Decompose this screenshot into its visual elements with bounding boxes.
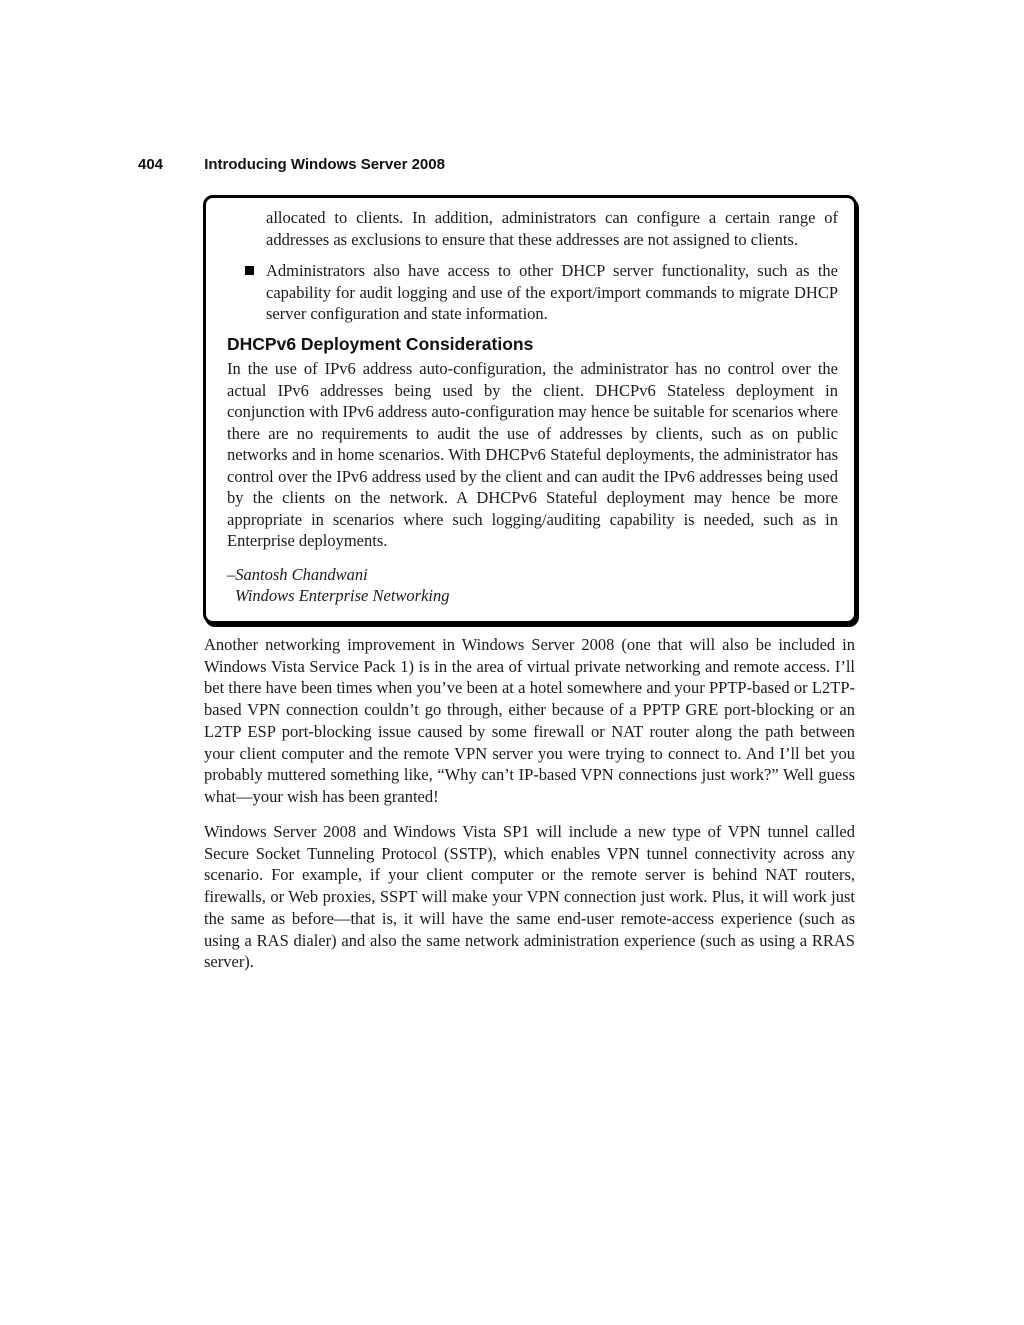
sidebar-heading: DHCPv6 Deployment Considerations <box>227 333 534 354</box>
bullet-list-item <box>245 260 838 325</box>
sidebar-body-paragraph: In the use of IPv6 address auto-configuration, the administrator has no control over the actual IPv6 addresses being used by the client. DHCPv6 Stateless deployment in conjunction with IPv6 address auto-configuration may hence be suitable for scenarios where there are no requirements to audit the use of addresses by clients, such as on public networks and in home scenarios. With DHCPv6 Stateful deployments, the administrator has control over the IPv6 address used by the client and can audit the IPv6 addresses being used by the clients on the network. A DHCPv6 Stateful deployment may hence be more appropriate in scenarios where such logging/auditing capability is needed, such as in Enterprise deployments. <box>227 359 838 550</box>
body-paragraph-1: Another networking improvement in Windows Server 2008 (one that will also be included in Windows Vista Service Pack 1) is in the area of virtual private networking and remote access. I’ll bet there have been times when you’ve been at a hotel somewhere and your PPTP-based or L2TP-based VPN connection couldn’t go through, either because of a PPTP GRE port-blocking or an L2TP ESP port-blocking issue caused by some firewall or NAT router along the path between your client computer and the remote VPN server you were trying to connect to. And I’ll bet you probably muttered something like, “Why can’t IP-based VPN connections just work?” Well guess what—your wish has been granted! <box>204 635 855 806</box>
sidebar-continuation-paragraph: allocated to clients. In addition, administrators can configure a certain range of addresses as exclusions to ensure that these addresses are not assigned to clients. <box>266 208 838 249</box>
attribution-name: –Santosh Chandwani <box>227 564 368 584</box>
attribution-title: Windows Enterprise Networking <box>235 586 450 605</box>
page-number: 404 <box>138 156 164 173</box>
running-header-title: Introducing Windows Server 2008 <box>204 156 445 173</box>
bullet-square-icon <box>245 266 254 275</box>
bullet-item-text: Administrators also have access to other DHCP server functionality, such as the capability for audit logging and use of the export/import commands to migrate DHCP server configuration and state information. <box>266 261 838 323</box>
sidebar-box <box>203 195 857 624</box>
body-paragraph-2: Windows Server 2008 and Windows Vista SP1 will include a new type of VPN tunnel called Secure Socket Tunneling Protocol (SSTP), which enables VPN tunnel connectivity across any scenario. For example, if your client computer or the remote server is behind NAT routers, firewalls, or Web proxies, SSPT will make your VPN connection just work. Plus, it will work just the same as before—that is, it will have the same end-user remote-access experience (such as using a RAS dialer) and also the same network administration experience (such as using a RRAS server). <box>204 822 855 972</box>
running-head <box>138 156 445 173</box>
